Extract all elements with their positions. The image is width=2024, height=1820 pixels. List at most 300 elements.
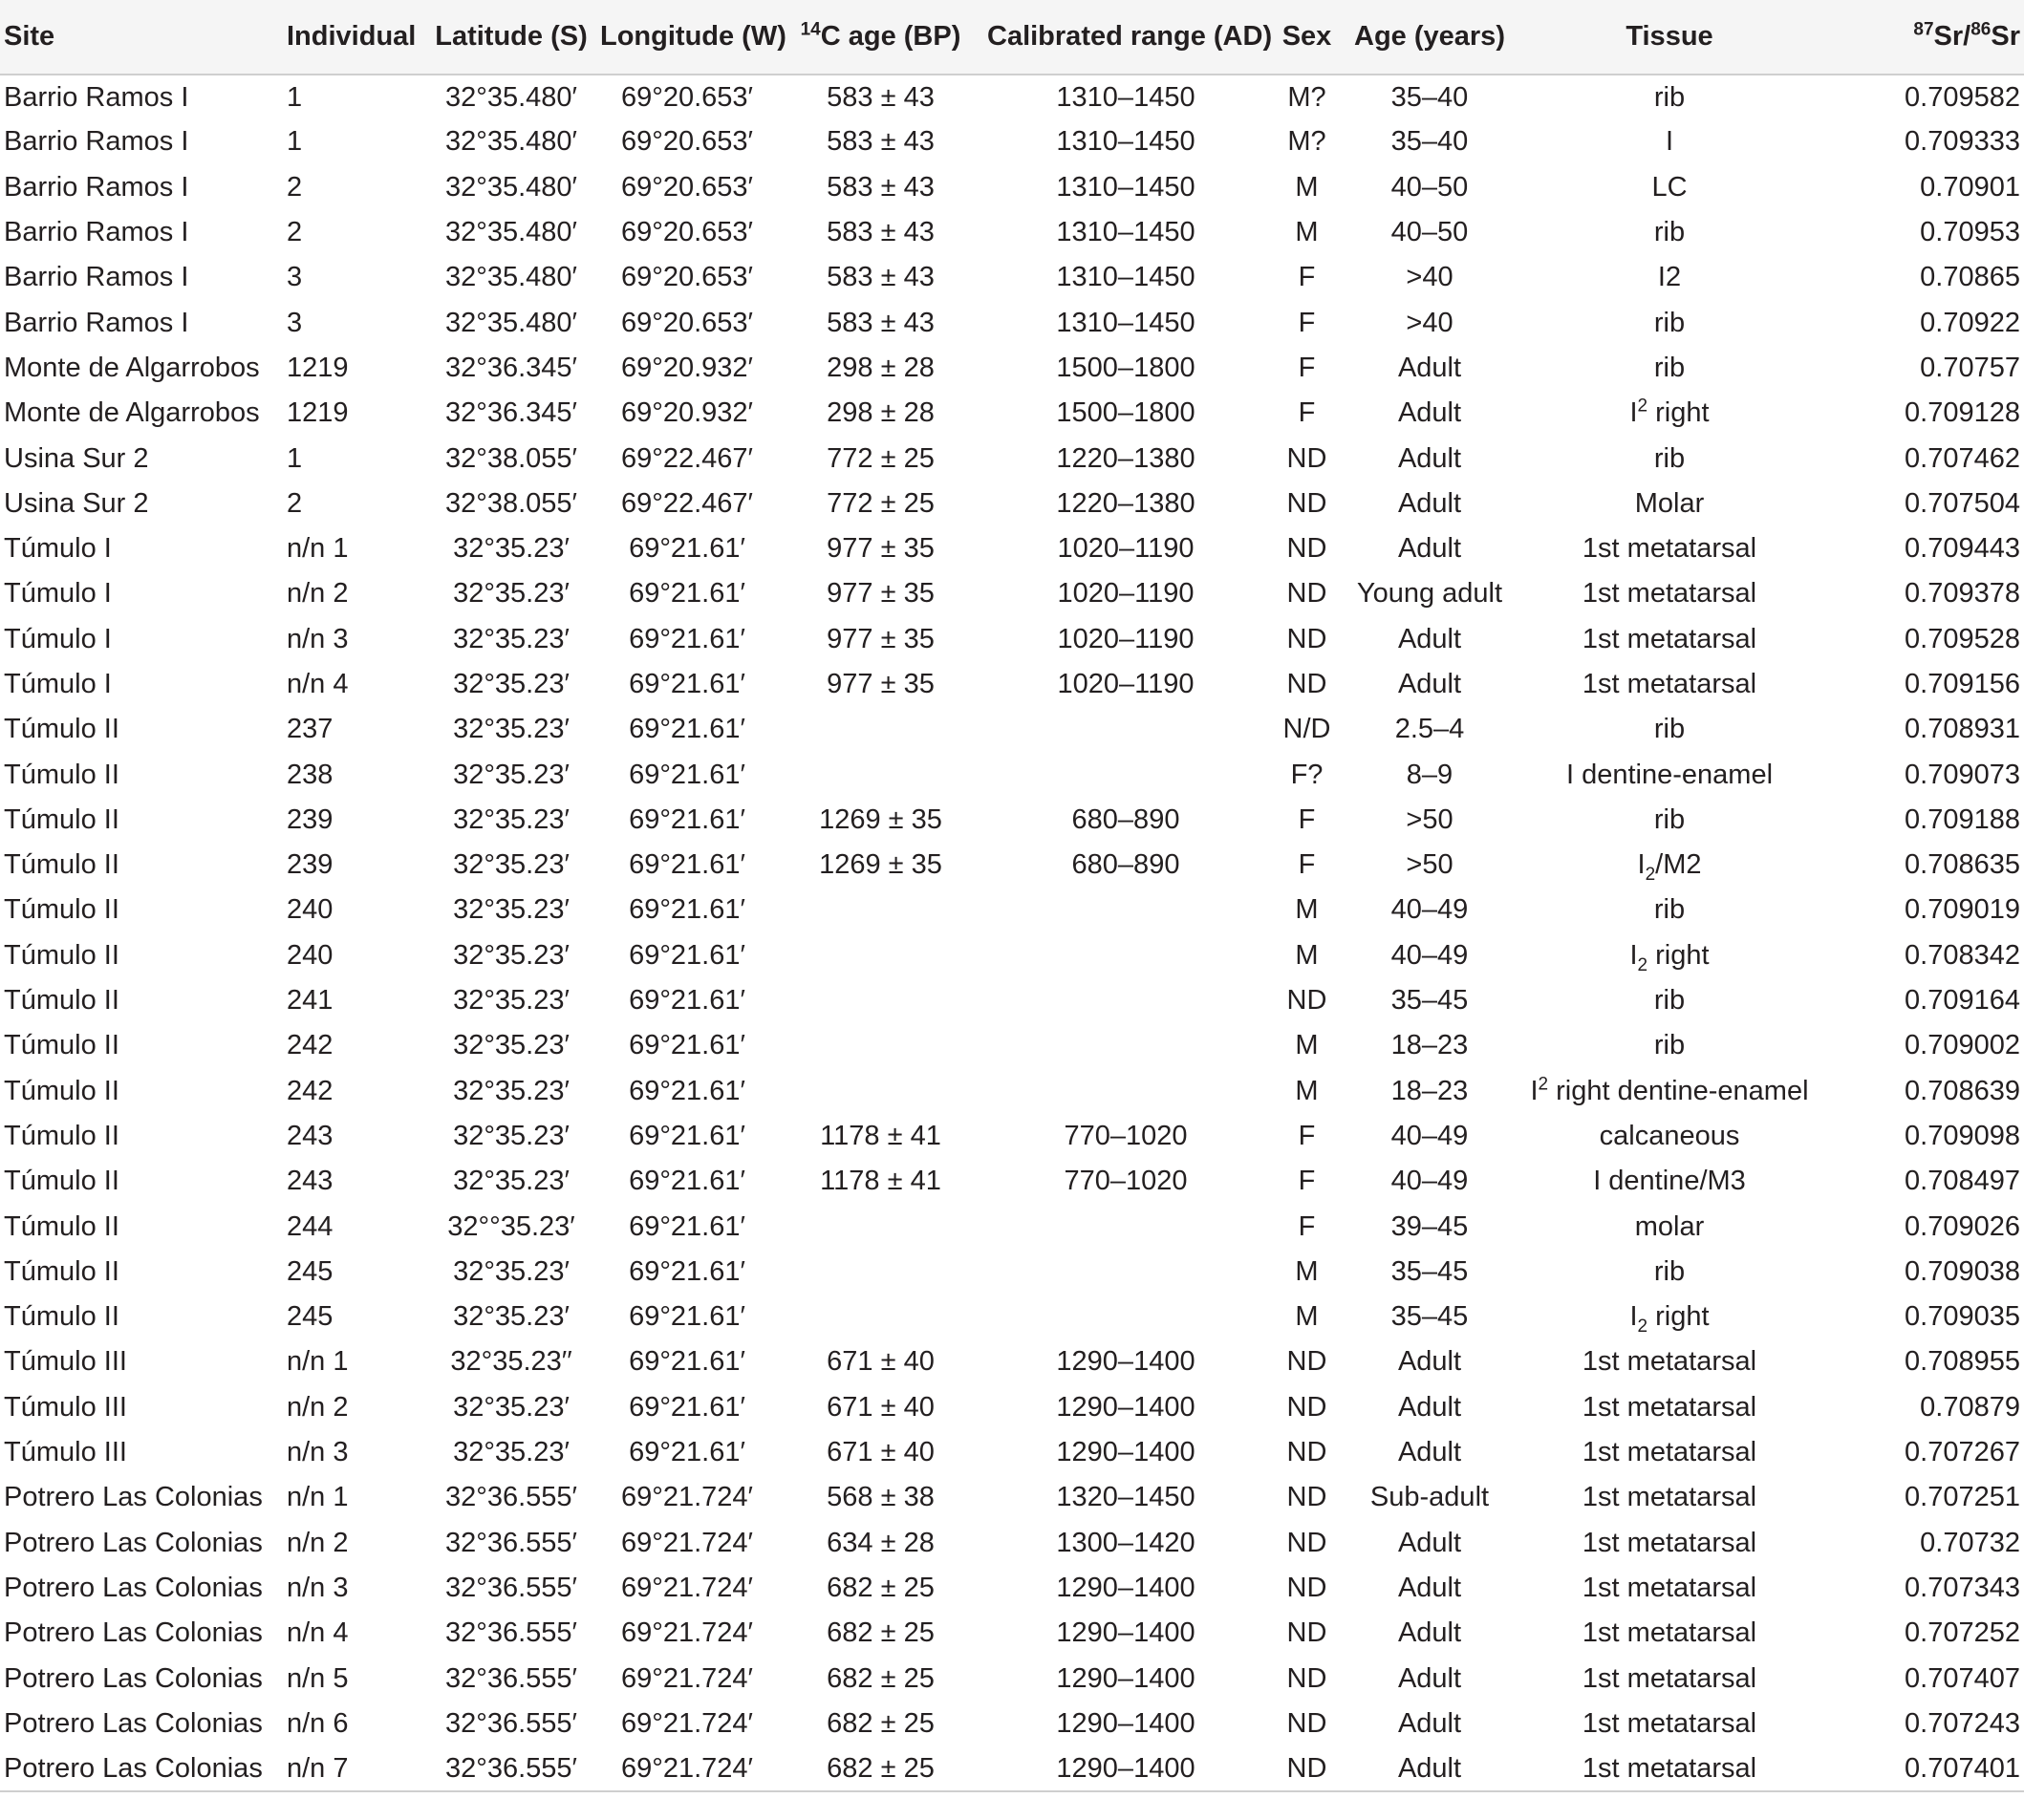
individual-cell: 2 — [287, 171, 303, 203]
longitude-cell: 69°21.61′ — [629, 759, 745, 790]
latitude-cell: 32°35.23′ — [453, 1437, 570, 1468]
age-cell: 2.5–4 — [1394, 714, 1465, 745]
table-row — [0, 255, 2024, 300]
tissue-cell: rib — [1653, 352, 1686, 383]
table-row — [0, 1475, 2024, 1520]
individual-cell: n/n 2 — [287, 578, 349, 610]
site-cell: Barrio Ramos I — [4, 307, 189, 338]
individual-cell: n/n 5 — [287, 1662, 349, 1694]
sex-cell: ND — [1286, 669, 1327, 699]
tissue-cell: 1st metatarsal — [1582, 1391, 1757, 1423]
latitude-cell: 32°35.23′ — [453, 1030, 570, 1061]
table-row — [0, 978, 2024, 1023]
header-c14-label: C age (BP) — [820, 21, 961, 52]
individual-cell: n/n 1 — [287, 1346, 349, 1378]
sr-ratio-cell: 0.709035 — [1905, 1301, 2020, 1333]
longitude-cell: 69°22.467′ — [621, 487, 753, 519]
latitude-cell: 32°35.23′ — [453, 803, 570, 835]
calibrated-range-cell: 1020–1190 — [1057, 623, 1195, 654]
individual-cell: 239 — [287, 849, 334, 881]
table-row — [0, 1250, 2024, 1295]
latitude-cell: 32°36.555′ — [445, 1572, 577, 1603]
table-row — [0, 707, 2024, 752]
sex-cell: F — [1298, 803, 1316, 835]
age-cell: Adult — [1397, 352, 1462, 383]
site-cell: Túmulo II — [4, 1166, 119, 1197]
individual-cell: 2 — [287, 217, 303, 248]
sex-cell: ND — [1286, 1391, 1327, 1423]
calibrated-range-cell — [983, 707, 1268, 752]
sr-ratio-cell: 0.70879 — [1920, 1391, 2020, 1423]
individual-cell: 3 — [287, 307, 303, 338]
tissue-cell — [1514, 933, 1825, 978]
site-cell: Potrero Las Colonias — [0, 1746, 283, 1791]
latitude-cell: 32°35.480′ — [445, 126, 577, 158]
latitude-cell: 32°°35.23′ — [447, 1210, 575, 1242]
header-calibrated-range: Calibrated range (AD) — [983, 0, 1268, 75]
individual-cell: 242 — [287, 1030, 334, 1061]
tissue-cell: rib — [1653, 803, 1686, 835]
age-cell: 40–49 — [1390, 1120, 1469, 1151]
site-cell: Túmulo II — [4, 1075, 119, 1106]
table-row — [0, 662, 2024, 707]
individual-cell: 238 — [287, 759, 334, 790]
tissue-cell: 1st metatarsal — [1582, 1437, 1757, 1468]
calibrated-range-cell: 1310–1450 — [1056, 171, 1195, 203]
header-latitude: Latitude (S) — [426, 0, 596, 75]
calibrated-range-cell: 770–1020 — [1064, 1166, 1188, 1197]
table-row — [0, 843, 2024, 888]
calibrated-range-cell: 1310–1450 — [1056, 126, 1195, 158]
site-cell: Barrio Ramos I — [4, 171, 189, 203]
site-cell: Barrio Ramos I — [4, 217, 189, 248]
longitude-cell: 69°21.61′ — [629, 714, 745, 745]
table-row — [0, 165, 2024, 210]
age-cell: Adult — [1397, 1527, 1462, 1558]
header-sr-label-1: Sr/ — [1933, 21, 1971, 52]
site-cell: Potrero Las Colonias — [4, 1707, 263, 1739]
longitude-cell: 69°21.61′ — [629, 578, 745, 610]
individual-cell: 241 — [287, 985, 334, 1017]
calibrated-range-cell: 1310–1450 — [1056, 307, 1195, 338]
calibrated-range-cell: 1020–1190 — [1057, 669, 1195, 699]
longitude-cell: 69°21.61′ — [629, 1075, 745, 1106]
table-row — [0, 1430, 2024, 1475]
longitude-cell: 69°21.61′ — [629, 1346, 745, 1378]
c14-age-cell: 568 ± 38 — [827, 1482, 935, 1513]
latitude-cell: 32°35.23′ — [453, 1075, 570, 1106]
tissue-cell: 1st metatarsal — [1582, 1707, 1757, 1739]
site-cell: Usina Sur 2 — [4, 442, 149, 474]
header-sr-superscript-86: 86 — [1970, 19, 1992, 40]
c14-age-cell: 1269 ± 35 — [819, 803, 942, 835]
latitude-cell: 32°35.480′ — [445, 171, 577, 203]
site-cell: Túmulo III — [4, 1346, 127, 1378]
longitude-cell: 69°21.61′ — [629, 803, 745, 835]
sr-ratio-cell: 0.707407 — [1905, 1662, 2020, 1694]
age-cell: >50 — [1406, 849, 1453, 881]
tissue-tooth-index: 2 — [1637, 1316, 1648, 1337]
sr-ratio-cell: 0.709378 — [1905, 578, 2020, 610]
individual-cell: 245 — [287, 1255, 334, 1287]
c14-age-cell — [778, 978, 983, 1023]
longitude-cell: 69°20.932′ — [621, 352, 753, 383]
c14-age-cell: 583 ± 43 — [827, 217, 935, 248]
tissue-text-suffix: right dentine-enamel — [1548, 1075, 1809, 1106]
site-cell: Túmulo II — [4, 894, 119, 926]
calibrated-range-cell: 1020–1190 — [1057, 533, 1195, 565]
c14-age-cell: 682 ± 25 — [827, 1572, 935, 1603]
site-cell: Barrio Ramos I — [4, 126, 189, 158]
latitude-cell: 32°36.345′ — [445, 352, 577, 383]
age-cell: 40–50 — [1390, 171, 1469, 203]
calibrated-range-cell: 1220–1380 — [1056, 487, 1195, 519]
age-cell: Young adult — [1356, 578, 1503, 610]
latitude-cell: 32°36.345′ — [445, 397, 577, 429]
table-row — [0, 1159, 2024, 1204]
sr-ratio-cell: 0.709528 — [1905, 623, 2020, 654]
table-row — [0, 119, 2024, 164]
sex-cell: M — [1295, 939, 1319, 971]
header-sr-superscript-87: 87 — [1913, 19, 1934, 40]
sr-ratio-cell: 0.707251 — [1905, 1482, 2020, 1513]
tissue-tooth-index: 2 — [1538, 1074, 1549, 1095]
header-sr-ratio — [1825, 0, 2024, 75]
tissue-cell: 1st metatarsal — [1582, 1346, 1757, 1378]
sr-ratio-cell: 0.708955 — [1905, 1346, 2020, 1378]
c14-age-cell: 977 ± 35 — [827, 533, 935, 565]
longitude-cell: 69°20.653′ — [621, 126, 753, 158]
site-cell: Potrero Las Colonias — [4, 1617, 263, 1649]
site-cell: Túmulo II — [4, 714, 119, 745]
latitude-cell: 32°35.23′ — [453, 894, 570, 926]
table-row — [0, 75, 2024, 119]
sex-cell: F — [1298, 307, 1316, 338]
site-cell: Túmulo I — [4, 669, 112, 699]
age-cell: Adult — [1397, 1662, 1462, 1694]
latitude-cell: 32°36.555′ — [445, 1482, 577, 1513]
longitude-cell: 69°21.61′ — [629, 1210, 745, 1242]
longitude-cell: 69°20.932′ — [621, 397, 753, 429]
c14-age-cell: 977 ± 35 — [827, 669, 935, 699]
individual-cell: n/n 2 — [287, 1527, 349, 1558]
age-cell: 40–50 — [1390, 217, 1469, 248]
tissue-text: I — [1530, 1075, 1539, 1106]
tissue-text: I — [1629, 1301, 1638, 1333]
sr-ratio-cell: 0.708497 — [1905, 1166, 2020, 1197]
sex-cell: F — [1298, 849, 1316, 881]
individual-cell: 240 — [287, 894, 334, 926]
latitude-cell: 32°36.555′ — [445, 1527, 577, 1558]
calibrated-range-cell: 1290–1400 — [983, 1746, 1268, 1791]
tissue-text-suffix: /M2 — [1655, 849, 1702, 881]
calibrated-range-cell: 680–890 — [1071, 849, 1180, 881]
c14-age-cell: 772 ± 25 — [827, 442, 935, 474]
c14-age-cell: 682 ± 25 — [778, 1746, 983, 1791]
table-row — [0, 482, 2024, 526]
table-row — [0, 1069, 2024, 1114]
sr-ratio-cell: 0.709333 — [1905, 126, 2020, 158]
site-cell: Túmulo III — [4, 1437, 127, 1468]
calibrated-range-cell — [983, 978, 1268, 1023]
individual-cell: 3 — [287, 262, 303, 293]
tissue-cell: rib — [1653, 442, 1686, 474]
sr-ratio-cell: 0.709002 — [1905, 1030, 2020, 1061]
individual-cell: n/n 6 — [287, 1707, 349, 1739]
site-cell: Túmulo II — [4, 1301, 119, 1333]
tissue-cell — [1514, 843, 1825, 888]
calibrated-range-cell: 1500–1800 — [1056, 397, 1195, 429]
c14-age-cell: 772 ± 25 — [827, 487, 935, 519]
tissue-cell — [1514, 391, 1825, 436]
tissue-cell: 1st metatarsal — [1514, 1746, 1825, 1791]
latitude-cell: 32°35.23′ — [453, 1255, 570, 1287]
sex-cell: F — [1298, 1166, 1316, 1197]
age-cell: 18–23 — [1390, 1030, 1469, 1061]
c14-age-cell: 583 ± 43 — [827, 307, 935, 338]
sex-cell: ND — [1286, 578, 1327, 610]
site-cell: Túmulo II — [4, 1255, 119, 1287]
latitude-cell: 32°35.23′ — [453, 1301, 570, 1333]
header-longitude: Longitude (W) — [596, 0, 778, 75]
table-row — [0, 1023, 2024, 1068]
tissue-cell: rib — [1653, 894, 1686, 926]
tissue-cell: 1st metatarsal — [1582, 623, 1757, 654]
sr-ratio-cell: 0.708635 — [1905, 849, 2020, 881]
sr-ratio-cell: 0.709582 — [1905, 81, 2020, 113]
table-row — [0, 1385, 2024, 1430]
c14-age-cell — [778, 1295, 983, 1339]
table-row — [0, 526, 2024, 571]
age-cell: Adult — [1397, 1346, 1462, 1378]
calibrated-range-cell — [983, 752, 1268, 797]
sex-cell: ND — [1286, 1527, 1327, 1558]
longitude-cell: 69°21.724′ — [621, 1572, 753, 1603]
tissue-text-suffix: right — [1647, 397, 1710, 429]
tissue-cell: rib — [1653, 1030, 1686, 1061]
sex-cell: ND — [1286, 1482, 1327, 1513]
sex-cell: ND — [1286, 1617, 1327, 1649]
longitude-cell: 69°21.61′ — [629, 1166, 745, 1197]
individual-cell: n/n 7 — [283, 1746, 426, 1791]
individual-cell: 1 — [287, 126, 303, 158]
age-cell: >40 — [1406, 262, 1453, 293]
calibrated-range-cell — [983, 933, 1268, 978]
header-c14-age — [778, 0, 983, 75]
site-cell: Túmulo I — [4, 578, 112, 610]
tissue-text-suffix: right — [1647, 939, 1710, 971]
longitude-cell: 69°21.61′ — [629, 985, 745, 1017]
header-sex: Sex — [1268, 0, 1346, 75]
c14-age-cell — [778, 707, 983, 752]
c14-age-cell: 977 ± 35 — [827, 578, 935, 610]
longitude-cell: 69°21.724′ — [596, 1746, 778, 1791]
individual-cell: 240 — [287, 939, 334, 971]
c14-age-cell: 1269 ± 35 — [819, 849, 942, 881]
latitude-cell: 32°35.23′ — [453, 985, 570, 1017]
table-row — [0, 933, 2024, 978]
age-cell: Adult — [1397, 487, 1462, 519]
c14-age-cell: 634 ± 28 — [827, 1527, 935, 1558]
age-cell: 40–49 — [1390, 1166, 1469, 1197]
sex-cell: M — [1295, 217, 1319, 248]
c14-age-cell: 583 ± 43 — [827, 126, 935, 158]
sr-ratio-cell: 0.709188 — [1905, 803, 2020, 835]
sr-ratio-cell: 0.707343 — [1905, 1572, 2020, 1603]
c14-age-cell: 671 ± 40 — [827, 1346, 935, 1378]
tissue-cell — [1514, 1295, 1825, 1339]
tissue-cell: 1st metatarsal — [1582, 533, 1757, 565]
individual-cell: 239 — [287, 803, 334, 835]
sr-ratio-cell: 0.707462 — [1905, 442, 2020, 474]
sex-cell: ND — [1286, 1707, 1327, 1739]
calibrated-range-cell: 1290–1400 — [1056, 1437, 1195, 1468]
c14-age-cell — [778, 888, 983, 932]
longitude-cell: 69°21.61′ — [629, 1120, 745, 1151]
sr-ratio-cell: 0.707401 — [1825, 1746, 2024, 1791]
calibrated-range-cell: 1290–1400 — [1056, 1391, 1195, 1423]
site-cell: Potrero Las Colonias — [4, 1572, 263, 1603]
calibrated-range-cell — [983, 1069, 1268, 1114]
age-cell: Adult — [1397, 442, 1462, 474]
c14-age-cell: 682 ± 25 — [827, 1707, 935, 1739]
tissue-cell: 1st metatarsal — [1582, 1482, 1757, 1513]
sr-ratio-cell: 0.709128 — [1905, 397, 2020, 429]
longitude-cell: 69°21.61′ — [629, 894, 745, 926]
individual-cell: 1219 — [287, 397, 349, 429]
age-cell: 39–45 — [1390, 1210, 1469, 1242]
longitude-cell: 69°21.61′ — [629, 1391, 745, 1423]
latitude-cell: 32°35.23′ — [453, 1166, 570, 1197]
table-row — [0, 300, 2024, 345]
site-cell: Túmulo II — [4, 985, 119, 1017]
longitude-cell: 69°21.61′ — [629, 1301, 745, 1333]
table-row — [0, 391, 2024, 436]
age-cell: 35–45 — [1390, 1255, 1469, 1287]
sr-ratio-cell: 0.709019 — [1905, 894, 2020, 926]
c14-age-cell: 977 ± 35 — [827, 623, 935, 654]
tissue-cell: 1st metatarsal — [1582, 578, 1757, 610]
site-cell: Monte de Algarrobos — [4, 397, 260, 429]
tissue-cell: I — [1665, 126, 1674, 158]
tissue-cell: 1st metatarsal — [1582, 1617, 1757, 1649]
individual-cell: 2 — [287, 487, 303, 519]
tissue-text-suffix: right — [1647, 1301, 1710, 1333]
tissue-tooth-index: 2 — [1637, 396, 1648, 417]
tissue-cell: I2 — [1657, 262, 1682, 293]
header-tissue: Tissue — [1514, 0, 1825, 75]
latitude-cell: 32°35.23′′ — [450, 1346, 572, 1378]
sr-ratio-cell: 0.707252 — [1905, 1617, 2020, 1649]
tissue-cell: molar — [1634, 1210, 1705, 1242]
longitude-cell: 69°21.61′ — [629, 669, 745, 699]
sr-ratio-cell: 0.70732 — [1920, 1527, 2020, 1558]
site-cell: Túmulo II — [4, 803, 119, 835]
tissue-cell: Molar — [1634, 487, 1705, 519]
sr-ratio-cell: 0.709038 — [1905, 1255, 2020, 1287]
site-cell: Túmulo II — [4, 849, 119, 881]
latitude-cell: 32°35.23′ — [453, 1120, 570, 1151]
longitude-cell: 69°21.61′ — [629, 623, 745, 654]
sex-cell: F — [1298, 1210, 1316, 1242]
c14-age-cell: 298 ± 28 — [827, 397, 935, 429]
sr-ratio-cell: 0.709156 — [1905, 669, 2020, 699]
calibrated-range-cell: 770–1020 — [1064, 1120, 1188, 1151]
table-row — [0, 1611, 2024, 1656]
sex-cell: ND — [1286, 623, 1327, 654]
table-row — [0, 1339, 2024, 1384]
c14-age-cell — [778, 1069, 983, 1114]
calibrated-range-cell: 1290–1400 — [1056, 1662, 1195, 1694]
age-cell: Adult — [1397, 1391, 1462, 1423]
sex-cell: F — [1298, 397, 1316, 429]
individual-cell: n/n 3 — [287, 623, 349, 654]
tissue-text: I — [1637, 849, 1646, 881]
sex-cell: M? — [1287, 126, 1326, 158]
site-cell: Potrero Las Colonias — [4, 1662, 263, 1694]
sr-ratio-cell: 0.709443 — [1905, 533, 2020, 565]
calibrated-range-cell: 1220–1380 — [1056, 442, 1195, 474]
sex-cell: F — [1298, 352, 1316, 383]
c14-age-cell — [778, 933, 983, 978]
sex-cell: ND — [1286, 985, 1327, 1017]
calibrated-range-cell — [983, 888, 1268, 932]
age-cell: 8–9 — [1406, 759, 1453, 790]
age-cell: 35–40 — [1390, 81, 1469, 113]
individual-cell: 243 — [287, 1120, 334, 1151]
age-cell: Adult — [1397, 623, 1462, 654]
sex-cell: N/D — [1282, 714, 1331, 745]
sr-ratio-cell: 0.70757 — [1920, 352, 2020, 383]
sr-ratio-cell: 0.707504 — [1905, 487, 2020, 519]
site-cell: Barrio Ramos I — [4, 262, 189, 293]
tissue-cell: LC — [1651, 171, 1688, 203]
age-cell: Adult — [1397, 397, 1462, 429]
site-cell: Potrero Las Colonias — [4, 1482, 263, 1513]
calibrated-range-cell — [983, 1295, 1268, 1339]
sex-cell: F — [1298, 1120, 1316, 1151]
individual-cell: n/n 1 — [287, 1482, 349, 1513]
site-cell: Potrero Las Colonias — [4, 1527, 263, 1558]
tissue-cell: rib — [1653, 714, 1686, 745]
individual-cell: n/n 1 — [287, 533, 349, 565]
age-cell: 35–45 — [1390, 985, 1469, 1017]
age-cell: Sub-adult — [1369, 1482, 1490, 1513]
longitude-cell: 69°20.653′ — [621, 262, 753, 293]
table-row — [0, 1746, 2024, 1791]
site-cell: Barrio Ramos I — [4, 81, 189, 113]
sr-ratio-cell: 0.708639 — [1905, 1075, 2020, 1106]
longitude-cell: 69°21.724′ — [621, 1527, 753, 1558]
individual-cell: 237 — [287, 714, 334, 745]
sex-cell: ND — [1286, 1346, 1327, 1378]
longitude-cell: 69°21.61′ — [629, 849, 745, 881]
age-cell: Adult — [1397, 1707, 1462, 1739]
c14-age-cell — [778, 1204, 983, 1249]
calibrated-range-cell: 1290–1400 — [1056, 1346, 1195, 1378]
header-site: Site — [0, 0, 283, 75]
sex-cell: ND — [1286, 533, 1327, 565]
calibrated-range-cell — [983, 1204, 1268, 1249]
sr-ratio-cell: 0.70922 — [1920, 307, 2020, 338]
individual-cell: 243 — [287, 1166, 334, 1197]
individual-cell: n/n 3 — [287, 1437, 349, 1468]
sex-cell: M — [1295, 1301, 1319, 1333]
age-cell: Adult — [1397, 669, 1462, 699]
latitude-cell: 32°35.480′ — [445, 81, 577, 113]
table-row — [0, 571, 2024, 616]
longitude-cell: 69°20.653′ — [621, 217, 753, 248]
